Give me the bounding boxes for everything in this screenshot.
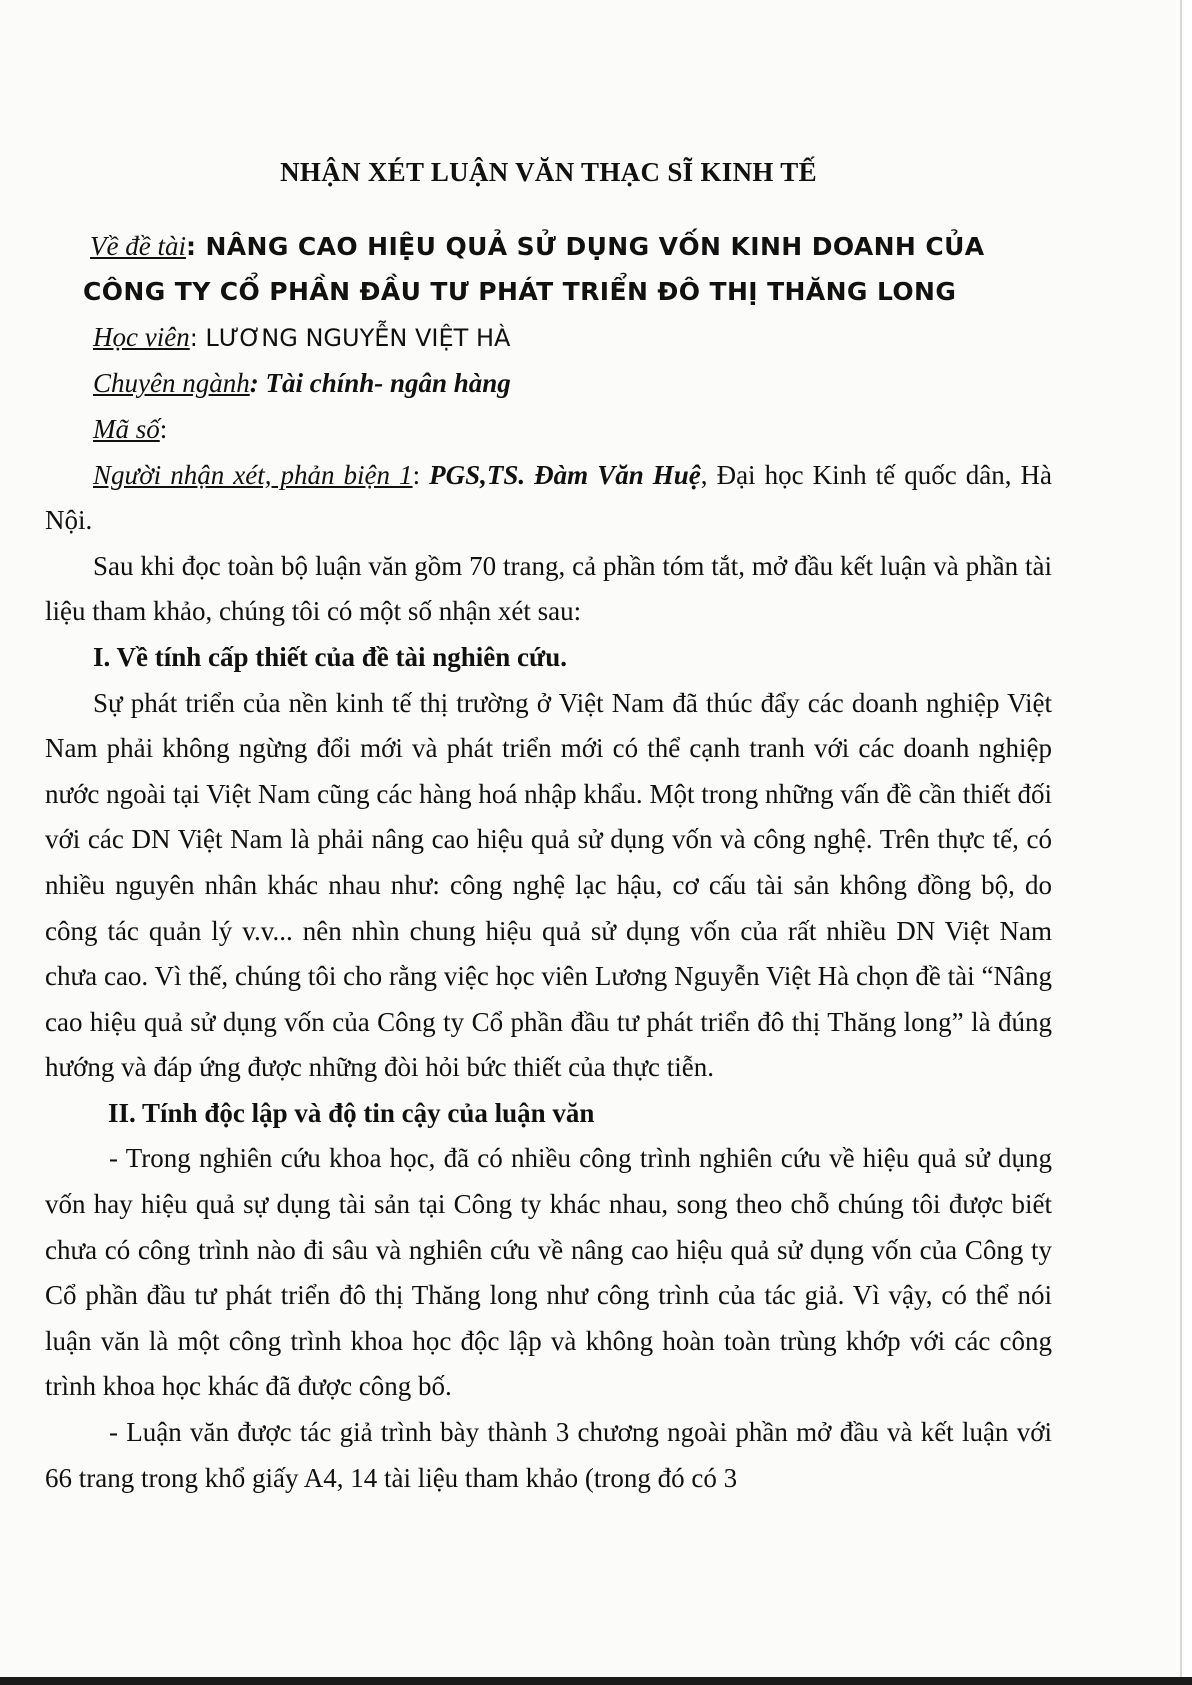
code-value: : [159,413,168,444]
reviewer-org: , Đại học Kinh tế quốc dân, Hà Nội. [45,459,1052,536]
topic-line-2 [45,269,1052,315]
document-content [45,150,1052,1501]
major-value: : Tài chính- ngân hàng [249,368,511,399]
student-name: : LƯƠNG NGUYỄN VIỆT HÀ [189,323,511,352]
topic-label: Về đề tài [90,230,186,261]
major-label: Chuyên ngành [93,368,250,399]
intro-paragraph: Sau khi đọc toàn bộ luận văn gồm 70 trang, cả phần tóm tắt, mở đầu kết luận và phần tài liệu tham khảo, chúng tôi có một số nhận xét sau: [45,550,1052,627]
topic-title-part-2: CÔNG TY CỔ PHẦN ĐẦU TƯ PHÁT TRIỂN ĐÔ THỊ THĂNG LONG [83,277,957,307]
section-1-paragraph: Sự phát triển của nền kinh tế thị trường ở Việt Nam đã thúc đẩy các doanh nghiệp Việt Nam phải không ngừng đổi mới và phát triển mới có thể cạnh tranh với các doanh nghiệp nước ngoài tại Việt Nam cũng các hàng hoá nhập khẩu. Một trong những vấn đề cần thiết đối với các DN Việt Nam là phải nâng cao hiệu quả sử dụng vốn và công nghệ. Trên thực tế, có nhiều nguyên nhân khác nhau như: công nghệ lạc hậu, cơ cấu tài sản không đồng bộ, do công tác quản lý v.v... nên nhìn chung hiệu quả sử dụng vốn của rất nhiều DN Việt Nam chưa cao. Vì thế, chúng tôi cho rằng việc học viên Lương Nguyễn Việt Hà chọn đề tài “Nâng cao hiệu quả sử dụng vốn của Công ty Cổ phần đầu tư phát triển đô thị Thăng long” là đúng hướng và đáp ứng được những đòi hỏi bức thiết của thực tiễn. [45,687,1052,1083]
student-label: Học viên [93,321,190,352]
reviewer-label: Người nhận xét, phản biện 1 [93,459,413,490]
section-1-heading: I. Về tính cấp thiết của đề tài nghiên cứu. [93,641,567,672]
section-2-paragraph-1: - Trong nghiên cứu khoa học, đã có nhiều công trình nghiên cứu về hiệu quả sử dụng vốn hay hiệu quả sự dụng tài sản tại Công ty khác nhau, song theo chỗ chúng tôi được biết chưa có công trình nào đi sâu và nghiên cứu về nâng cao hiệu quả sử dụng vốn của Công ty Cổ phần đầu tư phát triển đô thị Thăng long như công trình của tác giả. Vì vậy, có thể nói luận văn là một công trình khoa học độc lập và không hoàn toàn trùng khớp với các công trình khoa học khác đã được công bố. [45,1143,1052,1402]
topic-line-1 [45,224,1052,270]
section-2-paragraph-2: - Luận văn được tác giả trình bày thành 3 chương ngoài phần mở đầu và kết luận với 66 trang trong khổ giấy A4, 14 tài liệu tham khảo (trong đó có 3 [45,1417,1052,1493]
reviewer-colon: : [412,459,430,490]
student-line [45,315,1052,362]
reviewer-name: PGS,TS. Đàm Văn Huệ [429,459,701,490]
section-2-heading: II. Tính độc lập và độ tin cậy của luận văn [108,1097,595,1128]
topic-title-part-1: : NÂNG CAO HIỆU QUẢ SỬ DỤNG VỐN KINH DOANH CỦA [185,231,985,261]
major-line [45,361,1052,407]
code-line [45,407,1052,453]
page-title: NHẬN XÉT LUẬN VĂN THẠC SĨ KINH TẾ [280,157,817,187]
reviewer-paragraph [45,453,1052,544]
scan-bottom-edge [0,1677,1192,1685]
code-label: Mã số [93,413,160,444]
